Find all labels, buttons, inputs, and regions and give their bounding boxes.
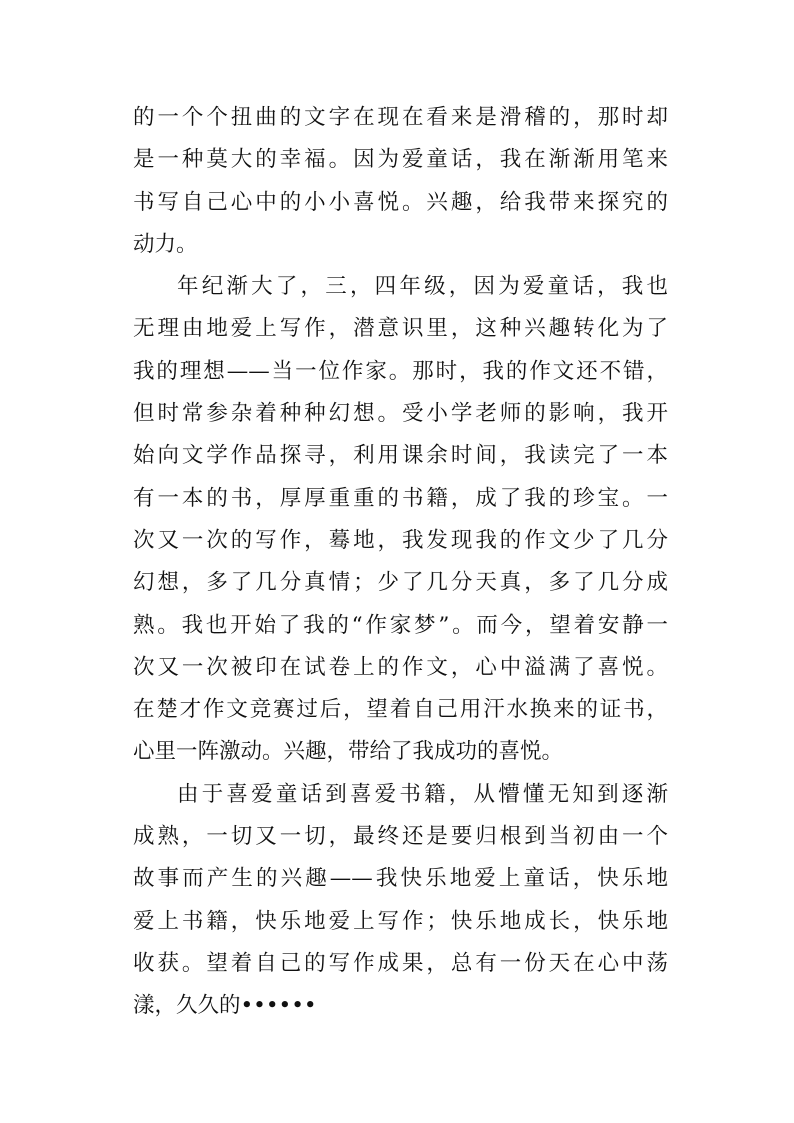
paragraph-first-line: 由于喜爱童话到喜爱书籍，从懵懂无知到逐渐 [177, 781, 668, 807]
paragraph-first-line: 年纪渐大了，三，四年级，因为爱童话，我也 [177, 274, 668, 300]
text-line: 成熟，一切又一切，最终还是要归根到当初由一个 [133, 824, 668, 850]
text-line: 收获。望着自己的写作成果，总有一份天在心中荡 [133, 950, 668, 976]
essay-body [133, 97, 668, 1028]
text-line: 动力。 [133, 231, 198, 257]
text-line: 书写自己心中的小小喜悦。兴趣，给我带来探究的 [133, 189, 668, 215]
text-line: 心里一阵激动。兴趣，带给了我成功的喜悦。 [133, 739, 564, 765]
text-line: 次又一次的写作，蓦地，我发现我的作文少了几分 [133, 527, 668, 553]
text-line: 爱上书籍，快乐地爱上写作；快乐地成长，快乐地 [133, 908, 668, 934]
text-line: 熟。我也开始了我的“作家梦”。而今，望着安静一 [133, 612, 668, 638]
text-line: 在楚才作文竞赛过后，望着自己用汗水换来的证书， [133, 697, 668, 723]
text-line: 无理由地爱上写作，潜意识里，这种兴趣转化为了 [133, 316, 668, 342]
text-line: 始向文学作品探寻，利用课余时间，我读完了一本 [133, 443, 668, 469]
text-line: 但时常参杂着种种幻想。受小学老师的影响，我开 [133, 401, 668, 427]
text-line: 我的理想——当一位作家。那时，我的作文还不错， [133, 358, 668, 384]
text-line: 故事而产生的兴趣——我快乐地爱上童话，快乐地 [133, 866, 668, 892]
text-line: 的一个个扭曲的文字在现在看来是滑稽的，那时却 [133, 105, 668, 130]
text-line: 次又一次被印在试卷上的作文，心中溢满了喜悦。 [133, 654, 668, 680]
text-line: 有一本的书，厚厚重重的书籍，成了我的珍宝。一 [133, 485, 668, 511]
text-line: 是一种莫大的幸福。因为爱童话，我在渐渐用笔来 [133, 147, 668, 173]
text-line: 幻想，多了几分真情；少了几分天真，多了几分成 [133, 570, 668, 596]
text-line: 漾，久久的•••••• [133, 993, 317, 1019]
